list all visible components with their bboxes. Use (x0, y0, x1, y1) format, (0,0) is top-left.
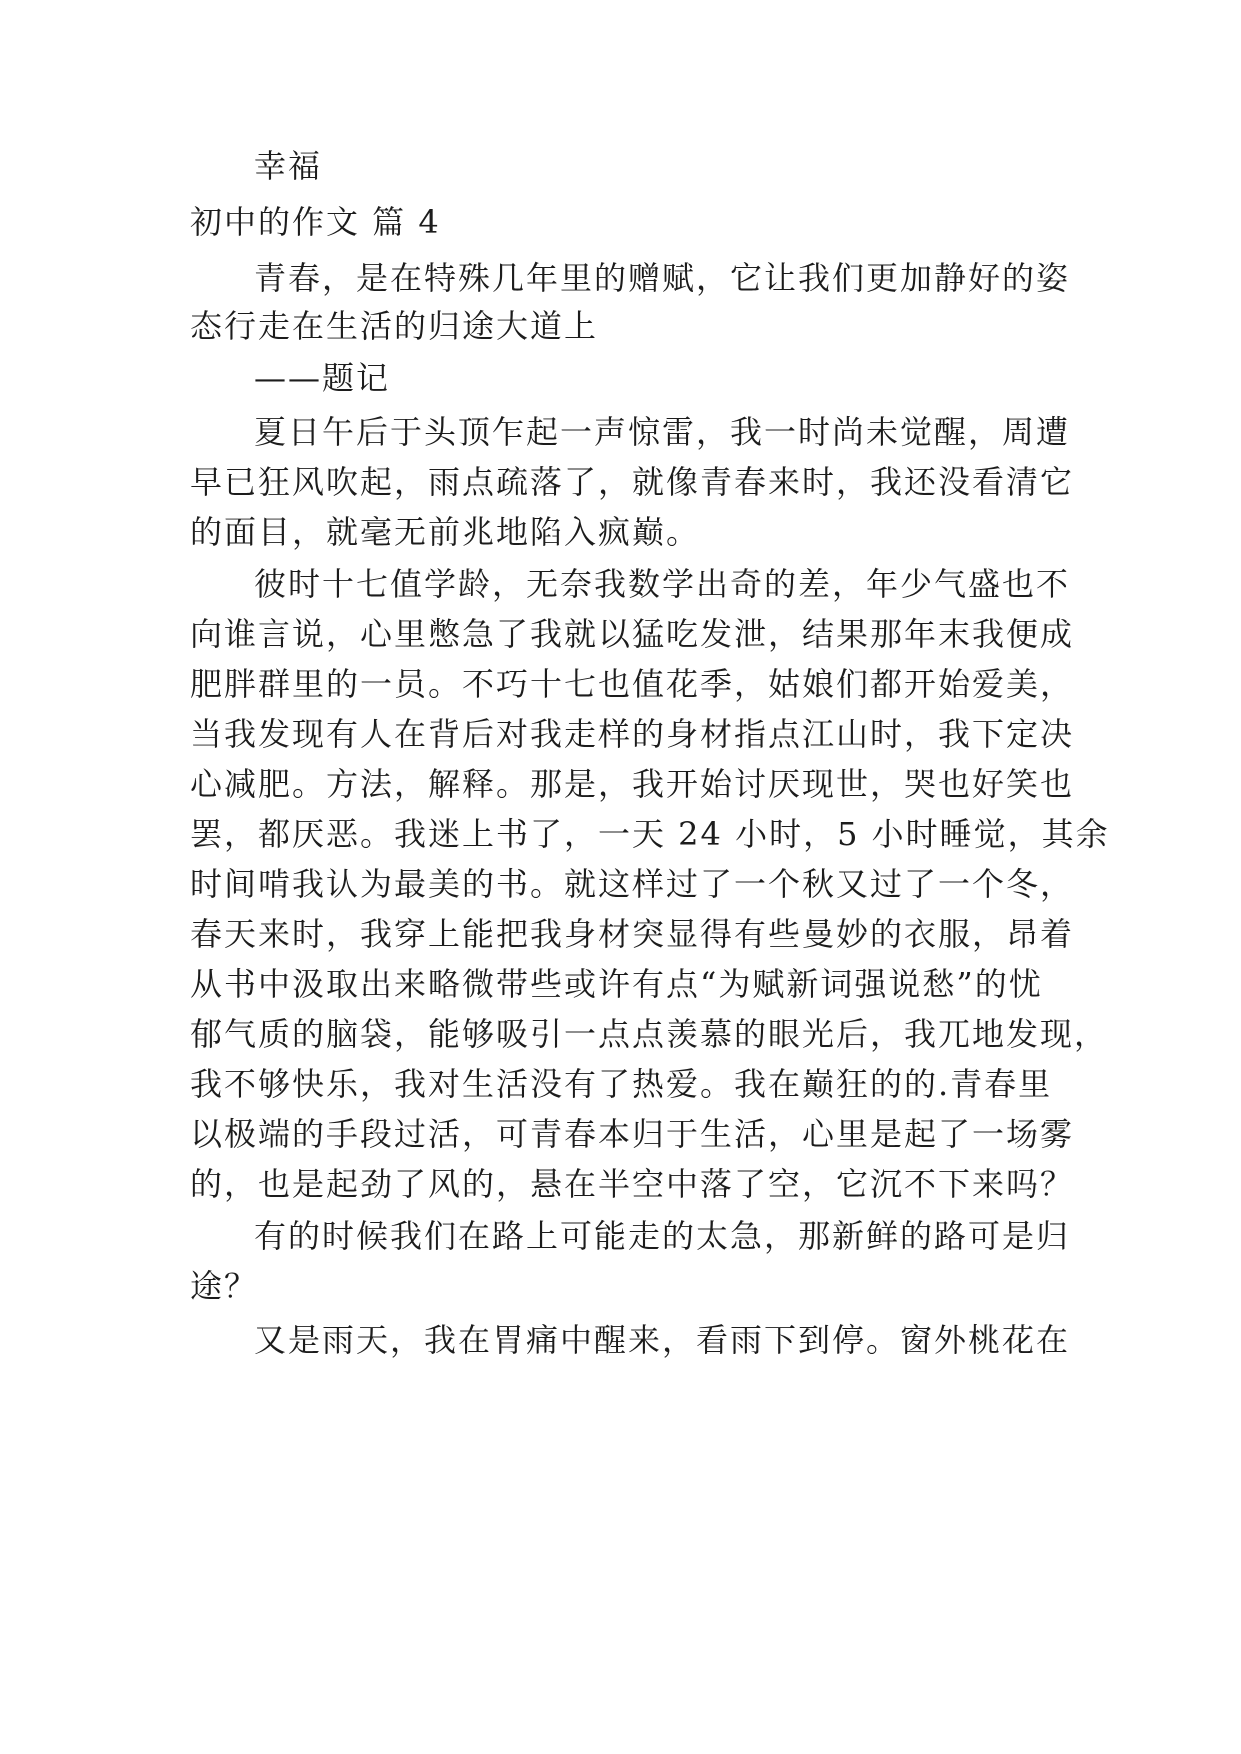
text-line: 心减肥。方法，解释。那是，我开始讨厌现世，哭也好笑也 (190, 765, 1075, 803)
text-line: 肥胖群里的一员。不巧十七也值花季，姑娘们都开始爱美， (190, 665, 1075, 703)
text-line: 春天来时，我穿上能把我身材突显得有些曼妙的衣服，昂着 (190, 915, 1075, 953)
text-line: 的面目，就毫无前兆地陷入疯巅。 (190, 513, 701, 551)
text-line: 又是雨天，我在胃痛中醒来，看雨下到停。窗外桃花在 (254, 1321, 1071, 1359)
text-line: 态行走在生活的归途大道上 (190, 307, 599, 345)
text-line: 有的时候我们在路上可能走的太急，那新鲜的路可是归 (254, 1217, 1071, 1255)
text-line: 向谁言说，心里憋急了我就以猛吃发泄，结果那年末我便成 (190, 615, 1075, 653)
text-line: 我不够快乐，我对生活没有了热爱。我在巅狂的的.青春里 (190, 1065, 1053, 1103)
text-line: 从书中汲取出来略微带些或许有点“为赋新词强说愁”的忧 (190, 965, 1043, 1003)
text-line: 郁气质的脑袋，能够吸引一点点羡慕的眼光后，我兀地发现， (190, 1015, 1109, 1053)
text-line: 途？ (190, 1267, 259, 1305)
epigraph-attribution: ——题记 (254, 359, 391, 397)
section-heading: 初中的作文 篇 4 (190, 203, 441, 241)
text-line: 青春，是在特殊几年里的赠赋，它让我们更加静好的姿 (254, 259, 1071, 297)
text-line: 夏日午后于头顶乍起一声惊雷，我一时尚未觉醒，周遭 (254, 413, 1071, 451)
text-line: 的，也是起劲了风的，悬在半空中落了空，它沉不下来吗？ (190, 1165, 1075, 1203)
text-line: 彼时十七值学龄，无奈我数学出奇的差，年少气盛也不 (254, 565, 1071, 603)
text-line: 早已狂风吹起，雨点疏落了，就像青春来时，我还没看清它 (190, 463, 1075, 501)
text-line: 罢，都厌恶。我迷上书了，一天 24 小时，5 小时睡觉，其余 (190, 815, 1110, 853)
text-line: 幸福 (254, 147, 323, 185)
text-line: 以极端的手段过活，可青春本归于生活，心里是起了一场雾 (190, 1115, 1075, 1153)
text-line: 时间啃我认为最美的书。就这样过了一个秋又过了一个冬， (190, 865, 1075, 903)
text-line: 当我发现有人在背后对我走样的身材指点江山时，我下定决 (190, 715, 1075, 753)
